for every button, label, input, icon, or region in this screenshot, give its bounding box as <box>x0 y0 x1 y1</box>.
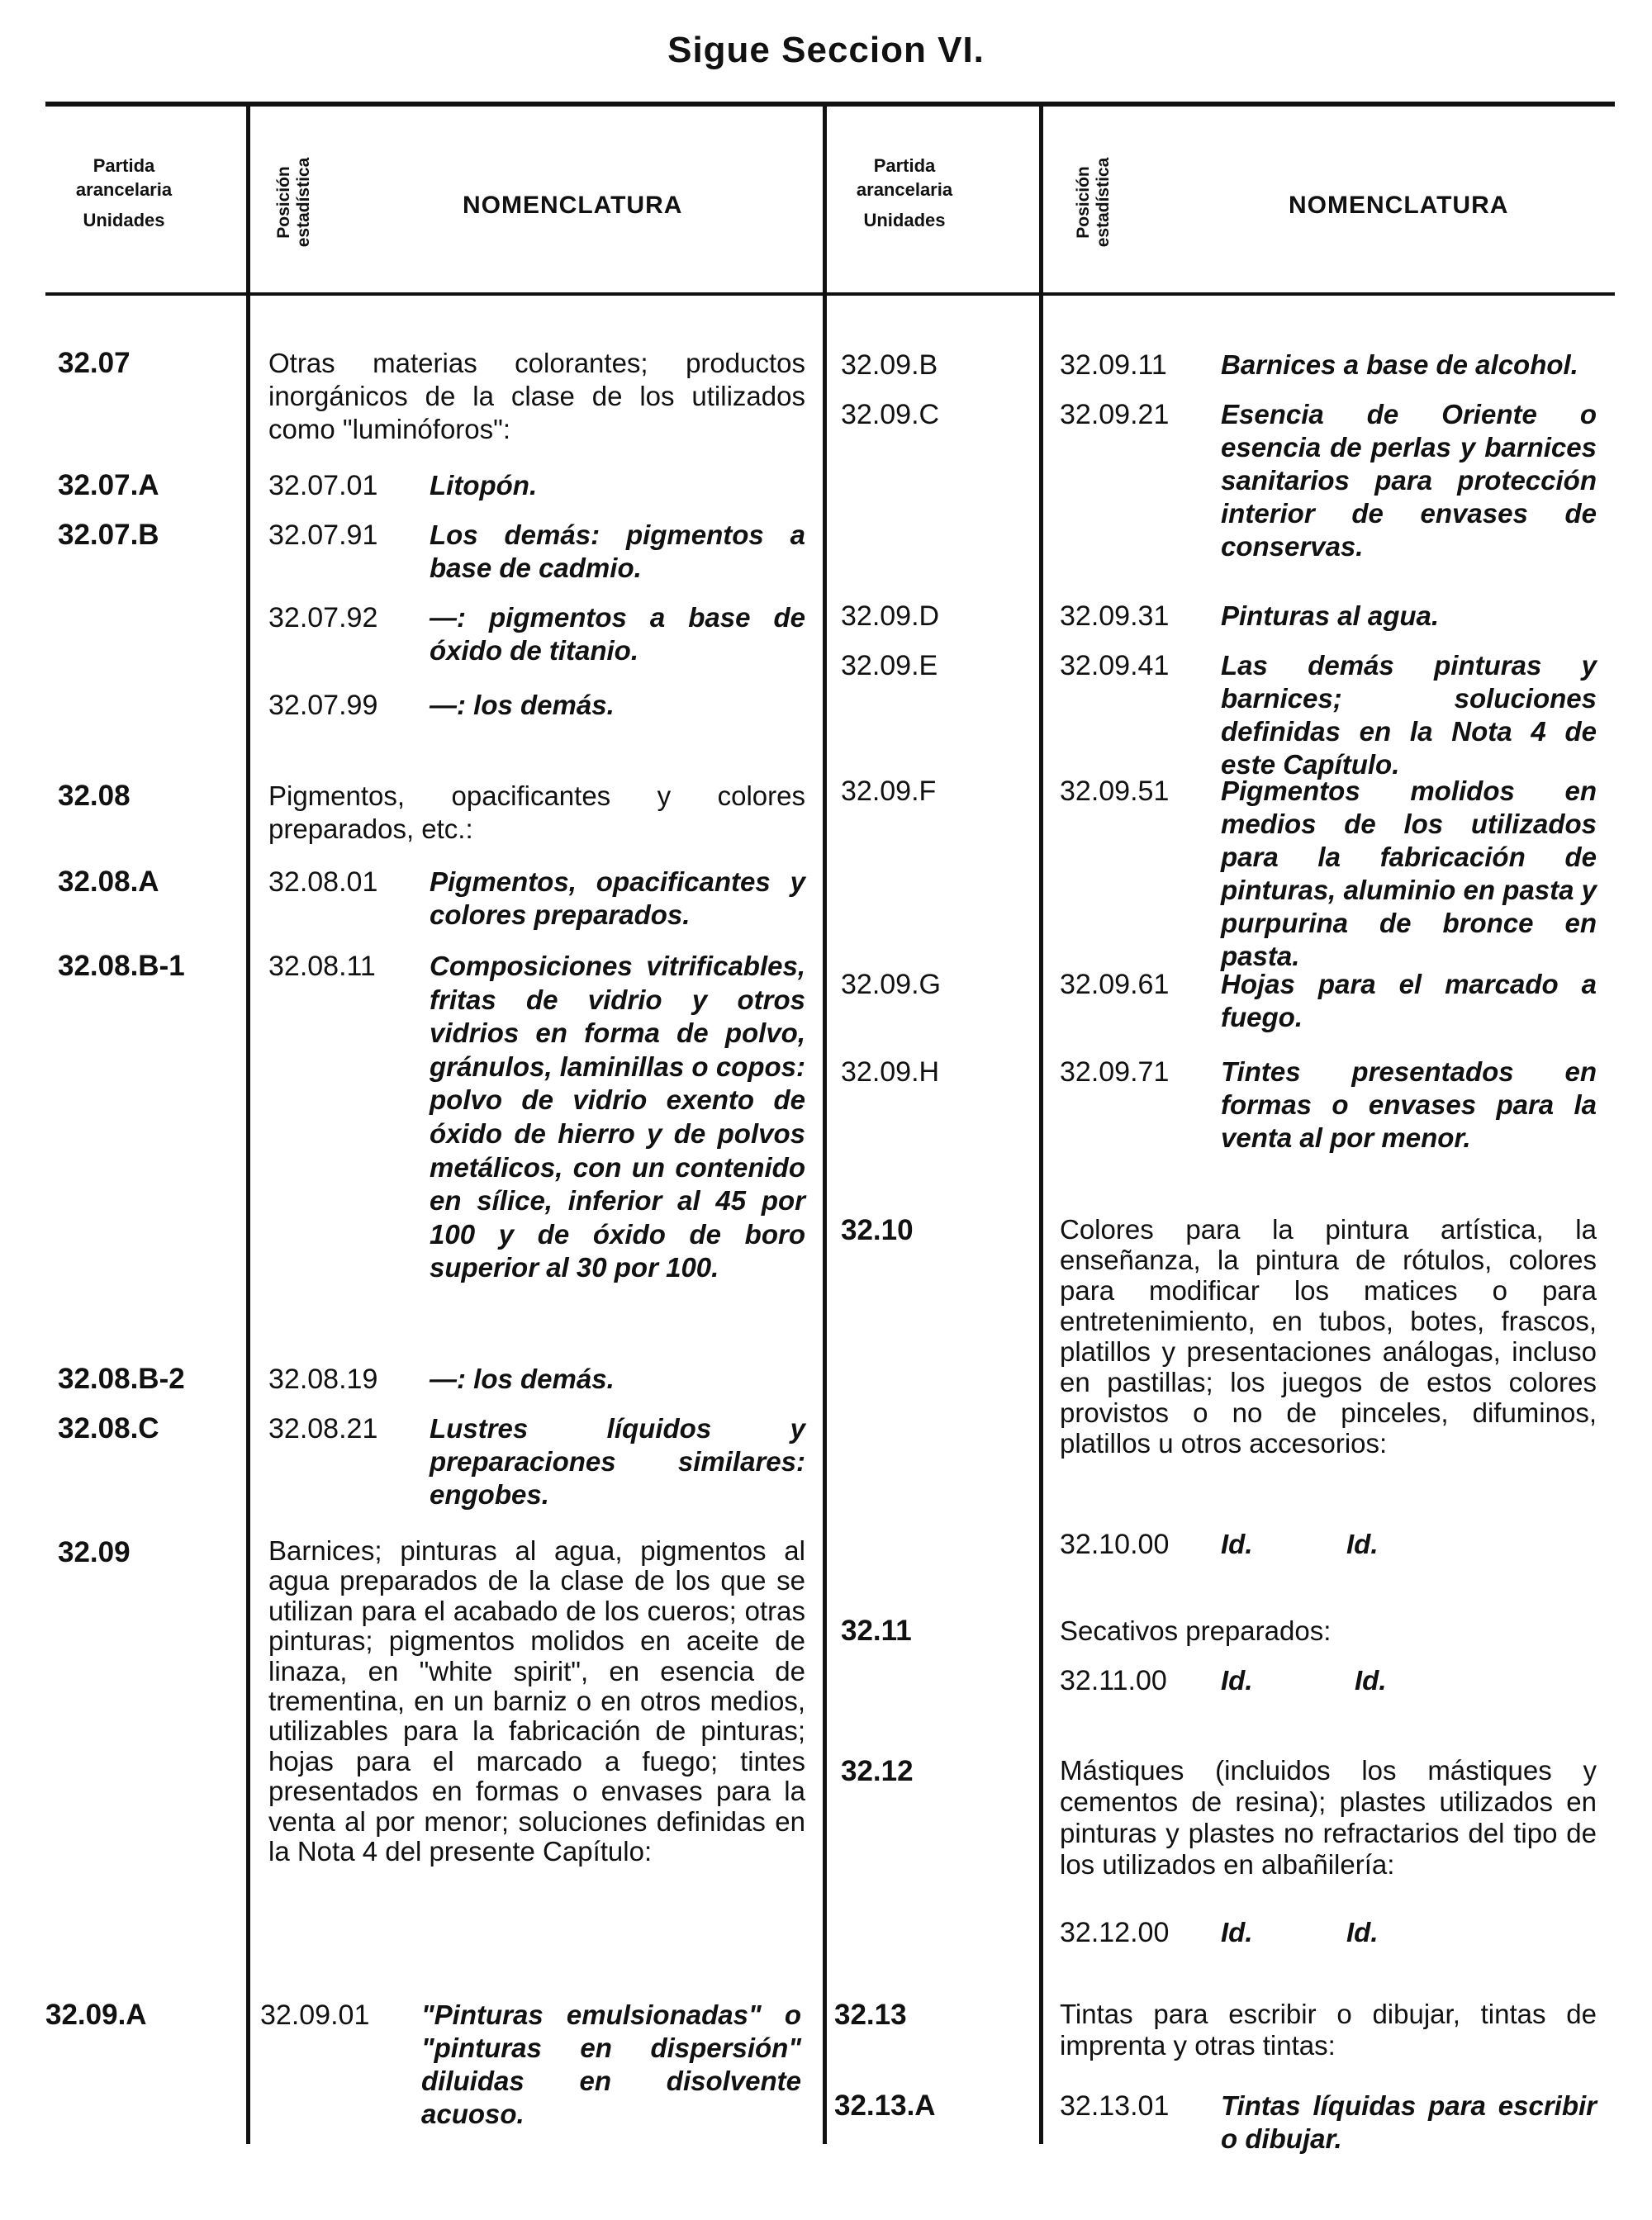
position-code: 32.09.01 <box>260 1999 370 2031</box>
partida-code: 32.12 <box>841 1755 914 1787</box>
header-rule <box>45 292 1615 296</box>
header-posicion: Posición estadística <box>274 157 313 248</box>
entry-text: Lustres líquidos y preparaciones similares: engobes. <box>430 1413 805 1510</box>
heading-text: Secativos preparados: <box>1060 1615 1332 1646</box>
partida-code: 32.09.G <box>841 969 941 1000</box>
position-code: 32.07.99 <box>268 690 378 721</box>
position-code: 32.07.92 <box>268 602 378 633</box>
position-code: 32.07.91 <box>268 519 378 551</box>
position-code: 32.09.51 <box>1060 776 1170 807</box>
entry-text: Litopón. <box>430 470 538 500</box>
position-code: 32.10.00 <box>1060 1529 1170 1560</box>
page-title: Sigue Seccion VI. <box>667 30 985 70</box>
id-mark: Id. <box>1221 1529 1253 1559</box>
entry-text: Barnices a base de alcohol. <box>1221 349 1578 380</box>
partida-code: 32.09.A <box>45 1999 147 2031</box>
position-code: 32.08.19 <box>268 1364 378 1395</box>
partida-code: 32.11 <box>841 1615 912 1647</box>
heading-text: Barnices; pinturas al agua, pigmentos al agua preparados de la clase de los que se utilizan para el acabado de los cueros; otras pinturas; pigmentos molidos en aceite de linaza, en "white spirit", en esencia de trementina, en un barniz o en otros medios, utilizables para la fabricación de pinturas; hojas para el marcado a fuego; tintes presentados en formas o envases para la venta al por menor; soluciones definidas en la Nota 4 del presente Capítulo: <box>268 1535 805 1867</box>
entry-text: Esencia de Oriente o esencia de perlas y barnices sanitarios para protección interior de envases de conservas. <box>1221 399 1597 562</box>
partida-code: 32.07 <box>58 347 131 379</box>
partida-code: 32.08.B-2 <box>58 1363 185 1395</box>
heading-text: Pigmentos, opacificantes y colores preparados, etc.: <box>268 780 805 844</box>
id-mark: Id. <box>1221 1917 1253 1947</box>
partida-code: 32.13 <box>834 1999 907 2031</box>
partida-code: 32.09.H <box>841 1056 940 1088</box>
position-code: 32.12.00 <box>1060 1917 1170 1948</box>
id-mark: Id. <box>1346 1529 1379 1559</box>
position-code: 32.09.71 <box>1060 1056 1170 1088</box>
entry-text: Las demás pinturas y barnices; soluciones definidas en la Nota 4 de este Capítulo. <box>1221 650 1597 780</box>
partida-code: 32.07.A <box>58 469 159 501</box>
position-code: 32.07.01 <box>268 470 378 501</box>
top-rule <box>45 102 1615 107</box>
partida-code: 32.09.F <box>841 776 937 807</box>
position-code: 32.09.21 <box>1060 399 1170 430</box>
id-mark: Id. <box>1355 1665 1387 1696</box>
header-nomenclatura-right: NOMENCLATURA <box>1289 192 1509 219</box>
heading-text: Colores para la pintura artística, la enseñanza, la pintura de rótulos, colores para modificar los matices o para entretenimiento, en tubos, botes, frascos, platillos y presentaciones análogas, incluso en pastillas; los juegos de estos colores provistos o no de pinceles, difuminos, platillos u otros accesorios: <box>1060 1214 1597 1459</box>
position-code: 32.08.01 <box>268 866 378 898</box>
partida-code: 32.09 <box>58 1536 131 1568</box>
entry-text: Pinturas al agua. <box>1221 600 1440 631</box>
position-code: 32.09.11 <box>1060 349 1167 381</box>
column-divider-right-pos <box>1039 104 1043 2144</box>
heading-text: Tintas para escribir o dibujar, tintas de imprenta y otras tintas: <box>1060 1999 1597 2061</box>
entry-text: —: pigmentos a base de óxido de titanio. <box>430 602 805 666</box>
entry-text: Pigmentos, opacificantes y colores preparados. <box>430 866 805 930</box>
position-code: 32.13.01 <box>1060 2090 1170 2122</box>
position-code: 32.08.11 <box>268 951 376 982</box>
partida-code: 32.07.B <box>58 519 159 551</box>
entry-text: —: los demás. <box>430 1364 615 1394</box>
partida-code: 32.08.A <box>58 866 159 898</box>
entry-text: Tintes presentados en formas o envases para la venta al por menor. <box>1221 1056 1597 1153</box>
header-partida: Partida arancelaria Unidades <box>75 155 173 230</box>
id-mark: Id. <box>1221 1665 1253 1696</box>
position-code: 32.09.41 <box>1060 650 1170 681</box>
partida-code: 32.08.C <box>58 1412 159 1444</box>
header-posicion-right: Posición estadística <box>1074 157 1113 248</box>
position-code: 32.08.21 <box>268 1413 378 1444</box>
heading-text: Mástiques (incluidos los mástiques y cementos de resina); plastes utilizados en pinturas y plastes no refractarios del tipo de los utilizados en albañilería: <box>1060 1755 1597 1880</box>
entry-text: Hojas para el marcado a fuego. <box>1221 969 1597 1032</box>
entry-text: Composiciones vitrificables, fritas de vidrio y otros vidrios en forma de polvo, gránulos, laminillas o copos: polvo de vidrio exento de óxido de hierro y de polvos metálicos, con un contenido en sílice, inferior al 45 por 100 y de óxido de boro superior al 30 por 100. <box>430 951 805 1283</box>
position-code: 32.09.61 <box>1060 969 1170 1000</box>
column-divider-left-pos <box>246 104 250 2144</box>
partida-code: 32.09.B <box>841 349 938 381</box>
header-partida-right: Partida arancelaria Unidades <box>856 155 953 230</box>
position-code: 32.11.00 <box>1060 1665 1167 1696</box>
entry-text: —: los demás. <box>430 690 615 720</box>
entry-text: Los demás: pigmentos a base de cadmio. <box>430 519 805 583</box>
entry-text: Pigmentos molidos en medios de los utilizados para la fabricación de pinturas, aluminio en pasta y purpurina de bronce en pasta. <box>1221 776 1597 971</box>
partida-code: 32.09.C <box>841 399 940 430</box>
partida-code: 32.10 <box>841 1214 914 1246</box>
header-nomenclatura: NOMENCLATURA <box>463 192 683 219</box>
entry-text: "Pinturas emulsionadas" o "pinturas en dispersión" diluidas en disolvente acuoso. <box>421 1999 801 2129</box>
partida-code: 32.13.A <box>834 2090 936 2122</box>
entry-text: Tintas líquidas para escribir o dibujar. <box>1221 2090 1597 2154</box>
partida-code: 32.09.D <box>841 600 940 632</box>
position-code: 32.09.31 <box>1060 600 1170 632</box>
heading-text: Otras materias colorantes; productos inorgánicos de la clase de los utilizados como "luminóforos": <box>268 348 805 444</box>
partida-code: 32.08 <box>58 780 131 812</box>
partida-code: 32.09.E <box>841 650 938 681</box>
column-divider-center <box>823 104 827 2144</box>
id-mark: Id. <box>1346 1917 1379 1947</box>
partida-code: 32.08.B-1 <box>58 950 185 982</box>
